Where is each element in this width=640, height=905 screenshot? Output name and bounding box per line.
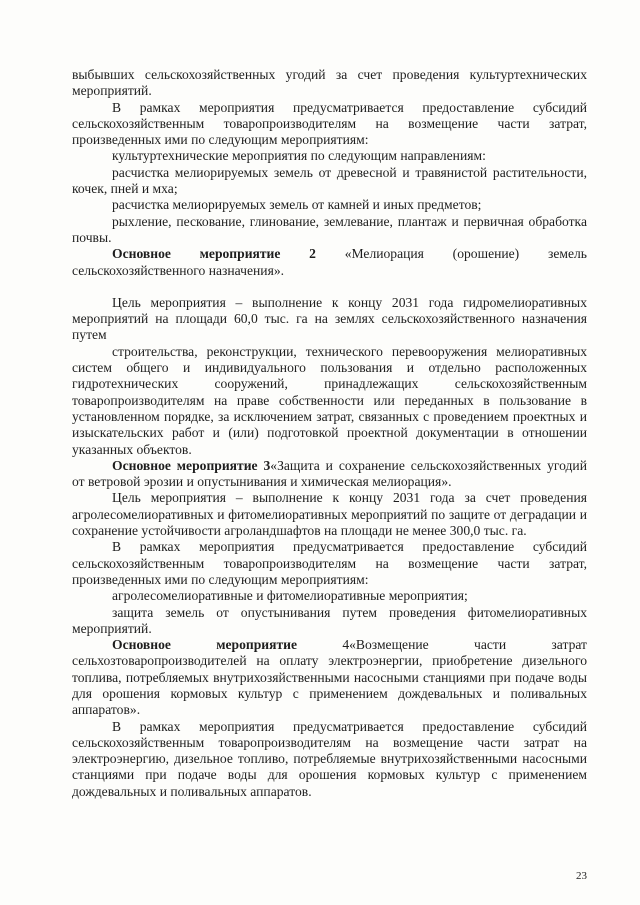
section-heading-3: [72, 458, 587, 491]
heading-2-text: «Мелиорация (орошение) земель сельскохозяйственного назначения».: [72, 246, 587, 278]
paragraph-3: культуртехнические мероприятия по следующим направлениям:: [112, 148, 486, 164]
heading-4-text: 4«Возмещение части затрат сельхозтоваропроизводителей на оплату электроэнергии, приобретение дизельного топлива, потребляемых внутрихозяйственными насосными станциями при подаче воды для орошения кормовых культур с применением дождевальных и поливальных аппаратов».: [72, 637, 588, 718]
paragraph-16: В рамках мероприятия предусматривается предоставление субсидий сельскохозяйственным товаропроизводителям на возмещение части затрат на электроэнергию, дизельное топливо, потребляемые внутрихозяйственными насосными станциями при подаче воды для орошения кормовых культур с применением дождевальных и поливальных аппаратов.: [72, 718, 587, 799]
heading-4-bold: Основное мероприятие: [112, 637, 297, 653]
paragraph-8: Цель мероприятия – выполнение к концу 2031 года гидромелиоративных мероприятий на площади 60,0 тыс. га на землях сельскохозяйственного назначения путем: [72, 294, 587, 343]
paragraph-9: строительства, реконструкции, технического перевооружения мелиоративных систем общего и индивидуального пользования и отдельно расположенных гидротехнических сооружений, принадлежащих сельскохозяйственным товаропроизводителям на праве собственности или переданных в пользование в установленном порядке, за исключением затрат, связанных с проведением проектных и изыскательских работ и (или) подготовкой проектной документации в отношении указанных объектов.: [72, 343, 587, 457]
paragraph-13: агролесомелиоративные и фитомелиоративные мероприятия;: [112, 588, 468, 604]
heading-3-bold: Основное мероприятие 3: [112, 457, 271, 473]
page-number: 23: [576, 870, 587, 882]
paragraph-4: расчистка мелиорируемых земель от древесной и травянистой растительности, кочек, пней и мха;: [72, 164, 587, 197]
heading-2-bold: Основное мероприятие 2: [112, 246, 316, 262]
paragraph-2: В рамках мероприятия предусматривается предоставление субсидий сельскохозяйственным товаропроизводителям на возмещение части затрат, произведенных ими по следующим мероприятиям:: [72, 99, 587, 148]
paragraph-11: Цель мероприятия – выполнение к концу 2031 года за счет проведения агролесомелиоративных и фитомелиоративных мероприятий по защите от деградации и сохранение устойчивости агроландшафтов на площади не менее 300,0 тыс. га.: [72, 490, 587, 539]
section-heading-4: [72, 637, 587, 718]
heading-3-text: «Защита и сохранение сельскохозяйственных угодий от ветровой эрозии и опустынивания и химическая мелиорация».: [72, 457, 587, 490]
paragraph-14: защита земель от опустынивания путем проведения фитомелиоративных мероприятий.: [72, 604, 587, 636]
paragraph-5: расчистка мелиорируемых земель от камней и иных предметов;: [112, 197, 482, 213]
paragraph-12: В рамках мероприятия предусматривается предоставление субсидий сельскохозяйственным товаропроизводителям на возмещение части затрат, произведенных ими по следующим мероприятиям:: [72, 539, 587, 587]
section-heading-2: [72, 246, 587, 279]
paragraph-6: рыхление, пескование, глинование, землевание, плантаж и первичная обработка почвы.: [72, 213, 587, 245]
paragraph-1: выбывших сельскохозяйственных угодий за счет проведения культуртехнических мероприятий.: [72, 67, 587, 99]
spacer: [72, 279, 587, 295]
